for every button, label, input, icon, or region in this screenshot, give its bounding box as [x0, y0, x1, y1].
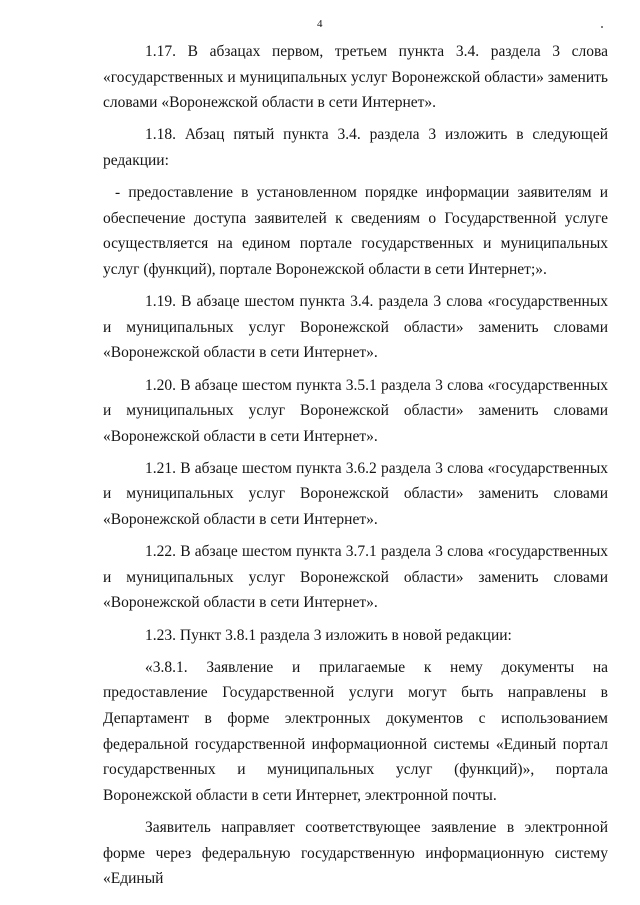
page-number: 4	[317, 18, 323, 30]
document-body	[103, 39, 608, 892]
paragraph-applicant: Заявитель направляет соответствующее заявление в электронной форме через федеральную государственную информационную систему «Единый	[103, 818, 608, 888]
paragraph-1-21: 1.21. В абзаце шестом пункта 3.6.2 раздела 3 слова «государственных и муниципальных услуг Воронежской области» заменить словами «Воронежской области в сети Интернет».	[103, 459, 608, 529]
paragraph-1-17: 1.17. В абзацах первом, третьем пункта 3.4. раздела 3 слова «государственных и муниципальных услуг Воронежской области» заменить словами «Воронежской области в сети Интернет».	[103, 43, 608, 112]
paragraph-1-18-quote: - предоставление в установленном порядке информации заявителям и обеспечение доступа заявителей к сведениям о Государственной услуге осуществляется на едином портале государственных и муниципальных услуг (функций), портале Воронежской области в сети Интернет;».	[103, 184, 608, 278]
paragraph-1-20: 1.20. В абзаце шестом пункта 3.5.1 раздела 3 слова «государственных и муниципальных услуг Воронежской области» заменить словами «Воронежской области в сети Интернет».	[103, 376, 608, 445]
paragraph-3-8-1: «3.8.1. Заявление и прилагаемые к нему документы на предоставление Государственной услуги могут быть направлены в Департамент в форме электронных документов с использованием федеральной государственной информационной системы «Единый портал государственных и муниципальных услуг (функций)», портала Воронежской области в сети Интернет, электронной почты.	[103, 658, 608, 804]
scan-mark	[601, 26, 603, 28]
paragraph-1-18: 1.18. Абзац пятый пункта 3.4. раздела 3 изложить в следующей редакции:	[103, 126, 608, 169]
paragraph-1-22: 1.22. В абзаце шестом пункта 3.7.1 раздела 3 слова «государственных и муниципальных услуг Воронежской области» заменить словами «Воронежской области в сети Интернет».	[103, 543, 608, 612]
paragraph-1-19: 1.19. В абзаце шестом пункта 3.4. раздела 3 слова «государственных и муниципальных услуг Воронежской области» заменить словами «Воронежской области в сети Интернет».	[103, 293, 608, 362]
paragraph-1-23: 1.23. Пункт 3.8.1 раздела 3 изложить в новой редакции:	[145, 626, 512, 644]
